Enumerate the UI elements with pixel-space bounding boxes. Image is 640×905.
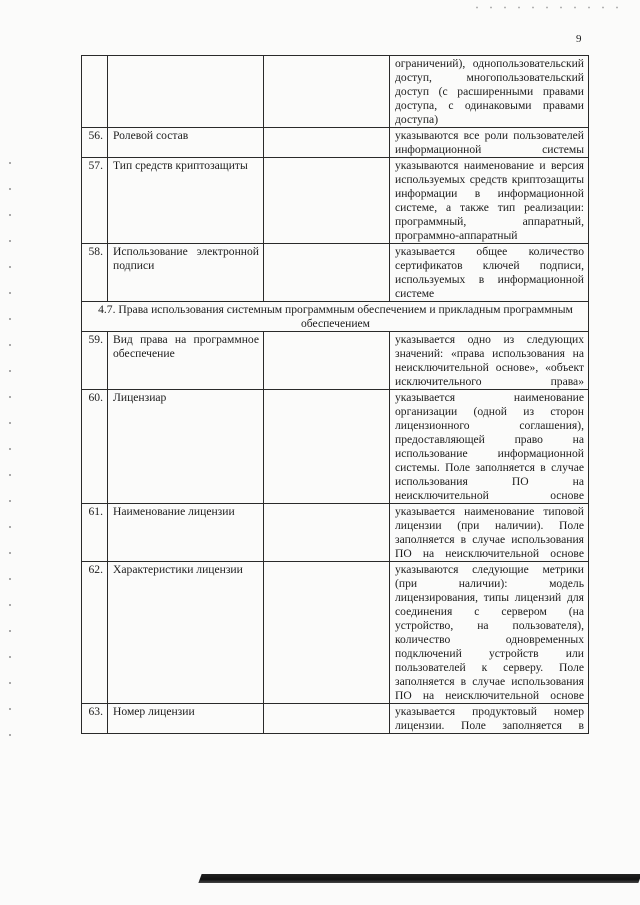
field-description: указываются наименование и версия используемых средств криптозащиты информации в информационной системе, а также тип реализации: программный, аппаратный, программно-аппаратный: [390, 158, 589, 244]
row-number: 62.: [82, 562, 108, 704]
field-value: [264, 704, 390, 734]
field-value: [264, 158, 390, 244]
section-title: 4.7. Права использования системным программным обеспечением и прикладным программным обеспечением: [82, 302, 589, 332]
row-number: 56.: [82, 128, 108, 158]
row-number: 63.: [82, 704, 108, 734]
row-number: 60.: [82, 390, 108, 504]
table-row: [82, 562, 589, 704]
field-description: ограничений), однопользовательский доступ, многопользовательский доступ (с расширенными правами доступа, с одинаковыми правами доступа): [390, 56, 589, 128]
field-name: Лицензиар: [108, 390, 264, 504]
row-number: 61.: [82, 504, 108, 562]
table-row: [82, 158, 589, 244]
field-value: [264, 128, 390, 158]
table-row: [82, 244, 589, 302]
field-name: Использование электронной подписи: [108, 244, 264, 302]
field-name: Ролевой состав: [108, 128, 264, 158]
table-row: [82, 332, 589, 390]
field-name: Тип средств криптозащиты: [108, 158, 264, 244]
registry-table: [81, 55, 589, 734]
row-number: [82, 56, 108, 128]
page-number: 9: [576, 33, 582, 45]
field-value: [264, 390, 390, 504]
field-value: [264, 332, 390, 390]
field-description: указывается продуктовый номер лицензии. Поле заполняется в: [390, 704, 589, 734]
field-name: Характеристики лицензии: [108, 562, 264, 704]
scan-edge-shadow: [198, 874, 640, 883]
field-description: указываются следующие метрики (при наличии): модель лицензирования, типы лицензий для соединения с сервером (на устройство, на пользователя), количество одновременных подключений устройств или пользователей к серверу. Поле заполняется в случае использования ПО на неисключительной основе: [390, 562, 589, 704]
field-value: [264, 56, 390, 128]
table-row: [82, 128, 589, 158]
field-name: Вид права на программное обеспечение: [108, 332, 264, 390]
table-row: [82, 390, 589, 504]
field-description: указывается наименование организации (одной из сторон лицензионного соглашения), предоставляющей право на использование информационной системы. Поле заполняется в случае использования ПО на неисключительной основе: [390, 390, 589, 504]
field-description: указывается общее количество сертификатов ключей подписи, используемых в информационной системе: [390, 244, 589, 302]
section-header-row: [82, 302, 589, 332]
row-number: 58.: [82, 244, 108, 302]
scan-margin-dots: [8, 150, 12, 750]
field-name: Наименование лицензии: [108, 504, 264, 562]
row-number: 57.: [82, 158, 108, 244]
field-description: указывается наименование типовой лицензии (при наличии). Поле заполняется в случае использования ПО на неисключительной основе: [390, 504, 589, 562]
field-value: [264, 244, 390, 302]
field-description: указывается одно из следующих значений: «права использования на неисключительной основе», «объект исключительного права»: [390, 332, 589, 390]
table-row: [82, 504, 589, 562]
table-row: [82, 704, 589, 734]
field-value: [264, 504, 390, 562]
field-description: указываются все роли пользователей информационной системы: [390, 128, 589, 158]
scan-top-dots: [470, 6, 630, 9]
field-name: Номер лицензии: [108, 704, 264, 734]
table-row-continuation: [82, 56, 589, 128]
row-number: 59.: [82, 332, 108, 390]
field-value: [264, 562, 390, 704]
field-name: [108, 56, 264, 128]
